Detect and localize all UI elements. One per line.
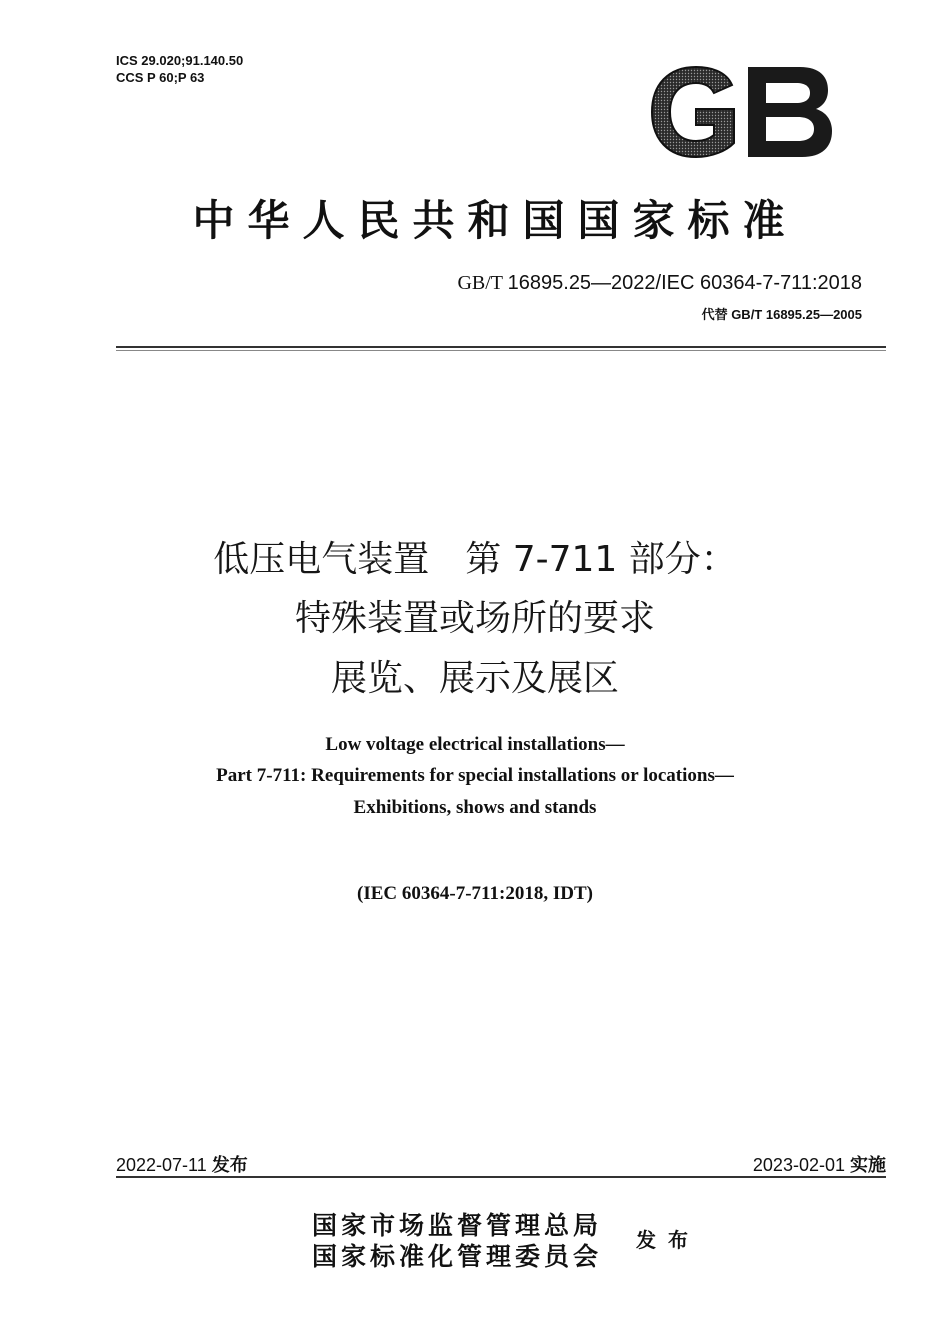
equivalence-note: (IEC 60364-7-711:2018, IDT) [357, 883, 593, 904]
english-title-line-1: Low voltage electrical installations— [325, 734, 625, 755]
national-standard-title: 中华人民共和国国家标准 [192, 196, 798, 245]
implement-date-label: 实施 [850, 1155, 886, 1176]
implement-date-value: 2023-02-01 [752, 1155, 845, 1175]
implement-date [753, 1151, 886, 1177]
standard-number-main: 16895.25—2022/IEC 60364-7-711:2018 [507, 272, 862, 294]
publish-date-label: 发布 [211, 1155, 248, 1176]
top-divider-thin [116, 350, 886, 351]
publish-date [116, 1151, 248, 1177]
english-title-line-3: Exhibitions, shows and stands [353, 797, 597, 818]
standard-number-prefix: GB/T [457, 272, 503, 294]
publish-date-value: 2022-07-11 [116, 1155, 207, 1175]
classification-codes [116, 52, 243, 86]
issuer-line-2: 国家标准化管理委员会 [312, 1242, 603, 1271]
standard-number [457, 272, 862, 295]
issuer-line-1: 国家市场监督管理总局 [312, 1211, 603, 1240]
chinese-title-line-1: 低压电气装置 第 7-711 部分： [213, 539, 737, 580]
top-divider [116, 346, 886, 348]
issue-action: 发布 [636, 1228, 700, 1252]
chinese-title-line-2: 特殊装置或场所的要求 [294, 598, 655, 639]
ccs-code: CCS P 60;P 63 [116, 70, 205, 85]
gb-logo [648, 63, 834, 161]
bottom-divider [116, 1176, 886, 1178]
english-title-line-2: Part 7-711: Requirements for special installations or locations— [216, 765, 734, 786]
replaces-standard: 代替 GB/T 16895.25—2005 [701, 307, 862, 322]
chinese-title-line-3: 展览、展示及展区 [330, 658, 619, 699]
ics-code: ICS 29.020;91.140.50 [116, 53, 244, 68]
